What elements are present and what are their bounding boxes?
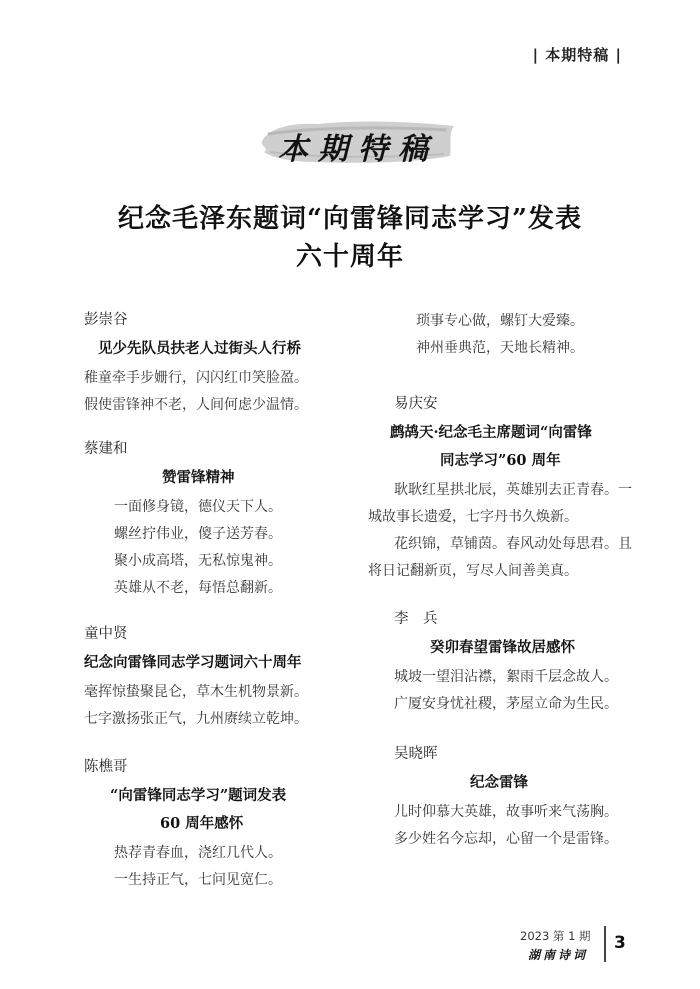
poem-line: 热荐青春血，浇红几代人。: [114, 845, 282, 861]
poem-author: 童中贤: [84, 626, 128, 642]
poem-author: 蔡建和: [84, 441, 128, 457]
poem-line: 神州垂典范，天地长精神。: [416, 340, 584, 356]
poem: [84, 308, 369, 419]
poem-title-line2: 60 周年感怀: [160, 815, 244, 832]
poem-line: 英雄从不老，每悟总翻新。: [114, 580, 282, 596]
poem: [84, 437, 369, 602]
poem-line: 耿耿红星拱北辰，英雄别去正青春。一: [394, 482, 632, 498]
poem-author: 陈樵哥: [84, 759, 128, 775]
article-title-line2: 六十周年: [295, 242, 404, 272]
poem-line: 琐事专心做，螺钉大爱臻。: [416, 313, 584, 329]
poem-line: 将日记翻新页，写尽人间善美真。: [368, 563, 578, 579]
section-tag: | 本期特稿 |: [532, 46, 622, 64]
poem-title: “向雷锋同志学习”题词发表: [110, 787, 287, 804]
poem-line: 一面修身镜，德仪天下人。: [114, 499, 282, 515]
poem-title: 赞雷锋精神: [162, 469, 235, 486]
poem: [368, 742, 653, 853]
poem-author: 彭崇谷: [84, 312, 128, 328]
magazine-name: 湖南诗词: [528, 948, 589, 962]
poem-line: 聚小成高塔，无私惊鬼神。: [114, 553, 282, 569]
poem-line: 七字激扬张正气，九州赓续立乾坤。: [84, 711, 308, 727]
footer-divider: [604, 926, 606, 962]
right-column: [368, 308, 653, 853]
banner-text: 本期特稿: [278, 132, 438, 167]
poem-title: 鹧鸪天·纪念毛主席题词“向雷锋: [390, 424, 592, 441]
poem-line: 城坡一望泪沾襟，絮雨千层念故人。: [394, 669, 618, 685]
poem-line: 一生持正气，七问见宽仁。: [114, 872, 282, 888]
poem-line: 多少姓名今忘却，心留一个是雷锋。: [394, 831, 618, 847]
left-column: [84, 308, 369, 894]
poem-line: 螺丝拧伟业，傻子送芳春。: [114, 526, 282, 542]
poem: [368, 607, 653, 718]
poem-line: 稚童牵手步姗行，闪闪红巾笑脸盈。: [84, 370, 308, 386]
poem-line: 广厦安身忧社稷，茅屋立命为生民。: [394, 696, 618, 712]
poem-title: 纪念雷锋: [470, 774, 528, 791]
poem-author: 易庆安: [394, 396, 438, 412]
poem-line: 城故事长遗爱，七字丹书久焕新。: [368, 509, 578, 525]
poem: [84, 755, 369, 894]
poem-author: 李 兵: [394, 611, 438, 627]
poem-line: 毫挥惊蛰聚昆仑，草木生机物景新。: [84, 684, 308, 700]
article-title-line1: 纪念毛泽东题词“向雷锋同志学习”发表: [118, 204, 582, 234]
poem-title: 纪念向雷锋同志学习题词六十周年: [84, 654, 302, 671]
poem-title: 见少先队员扶老人过街头人行桥: [98, 340, 301, 357]
poem-line: 儿时仰慕大英雄，故事听来气荡胸。: [394, 804, 618, 820]
poem-author: 吴晓晖: [394, 746, 438, 762]
poem-continuation: [368, 308, 653, 362]
poem: [84, 622, 369, 733]
section-banner: [258, 112, 458, 172]
poem-title-line2: 同志学习”60 周年: [440, 452, 561, 469]
poem-title: 癸卯春望雷锋故居感怀: [430, 639, 575, 656]
poem-line: 花织锦，草铺茵。春风动处每思君。且: [394, 536, 632, 552]
issue-label: 2023 第 1 期: [520, 929, 591, 943]
poem: [368, 392, 653, 585]
poem-line: 假使雷锋神不老，人间何虑少温情。: [84, 397, 308, 413]
page-number: 3: [614, 933, 626, 953]
